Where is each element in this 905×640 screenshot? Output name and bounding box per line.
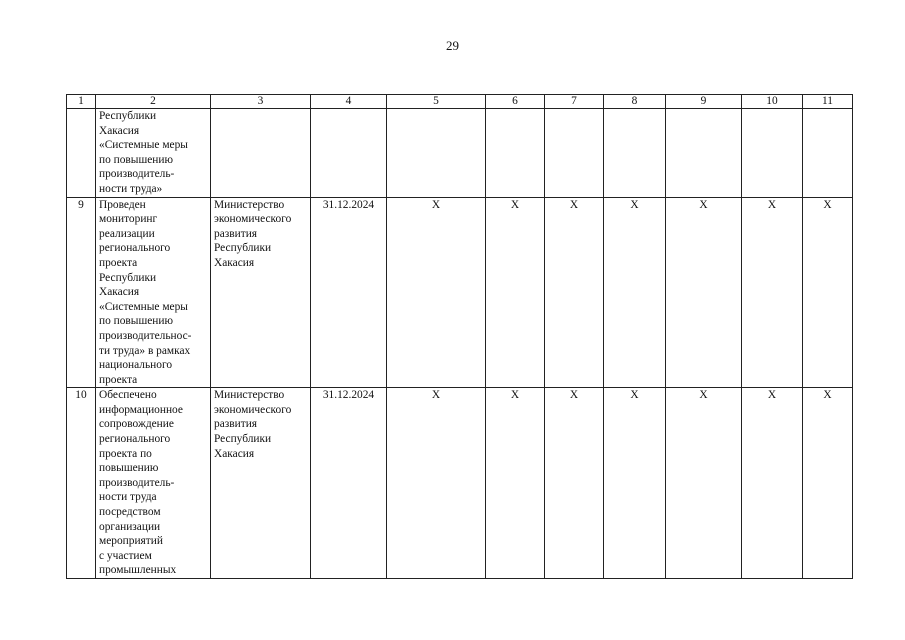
column-number: 1 bbox=[67, 95, 96, 109]
column-number: 2 bbox=[96, 95, 211, 109]
event-cell: Республики Хакасия «Системные меры по повышению производитель- ности труда» bbox=[96, 109, 211, 198]
page-number: 29 bbox=[446, 38, 459, 53]
responsible-cell: Министерство экономического развития Республики Хакасия bbox=[211, 388, 311, 579]
date-cell: 31.12.2024 bbox=[311, 388, 387, 579]
mark-cell: Х bbox=[742, 197, 803, 388]
mark-cell: Х bbox=[604, 197, 666, 388]
mark-cell: Х bbox=[666, 388, 742, 579]
column-number: 4 bbox=[311, 95, 387, 109]
column-number: 6 bbox=[486, 95, 545, 109]
mark-cell: Х bbox=[545, 197, 604, 388]
mark-cell: Х bbox=[387, 388, 486, 579]
plan-table bbox=[66, 94, 853, 579]
row-number-cell: 9 bbox=[67, 197, 96, 388]
date-cell: 31.12.2024 bbox=[311, 197, 387, 388]
table-row-continuation bbox=[67, 109, 853, 198]
event-cell: Обеспечено информационное сопровождение регионального проекта по повышению производитель- ности труда посредством организации мероприятий с участием промышленных bbox=[96, 388, 211, 579]
mark-cell: Х bbox=[486, 388, 545, 579]
mark-cell: Х bbox=[604, 388, 666, 579]
row-number-cell bbox=[67, 109, 96, 198]
mark-cell: Х bbox=[742, 388, 803, 579]
table-row bbox=[67, 197, 853, 388]
mark-cell: Х bbox=[545, 388, 604, 579]
column-number: 10 bbox=[742, 95, 803, 109]
column-number: 11 bbox=[803, 95, 853, 109]
mark-cell: Х bbox=[387, 197, 486, 388]
mark-cell: Х bbox=[486, 197, 545, 388]
table-row bbox=[67, 388, 853, 579]
event-cell: Проведен мониторинг реализации регионального проекта Республики Хакасия «Системные меры по повышению производительнос- ти труда» в рамках национального проекта bbox=[96, 197, 211, 388]
column-number: 9 bbox=[666, 95, 742, 109]
column-number: 3 bbox=[211, 95, 311, 109]
mark-cell: Х bbox=[803, 388, 853, 579]
mark-cell: Х bbox=[666, 197, 742, 388]
column-number-row bbox=[67, 95, 853, 109]
mark-cell: Х bbox=[803, 197, 853, 388]
column-number: 7 bbox=[545, 95, 604, 109]
row-number-cell: 10 bbox=[67, 388, 96, 579]
column-number: 5 bbox=[387, 95, 486, 109]
responsible-cell: Министерство экономического развития Республики Хакасия bbox=[211, 197, 311, 388]
column-number: 8 bbox=[604, 95, 666, 109]
